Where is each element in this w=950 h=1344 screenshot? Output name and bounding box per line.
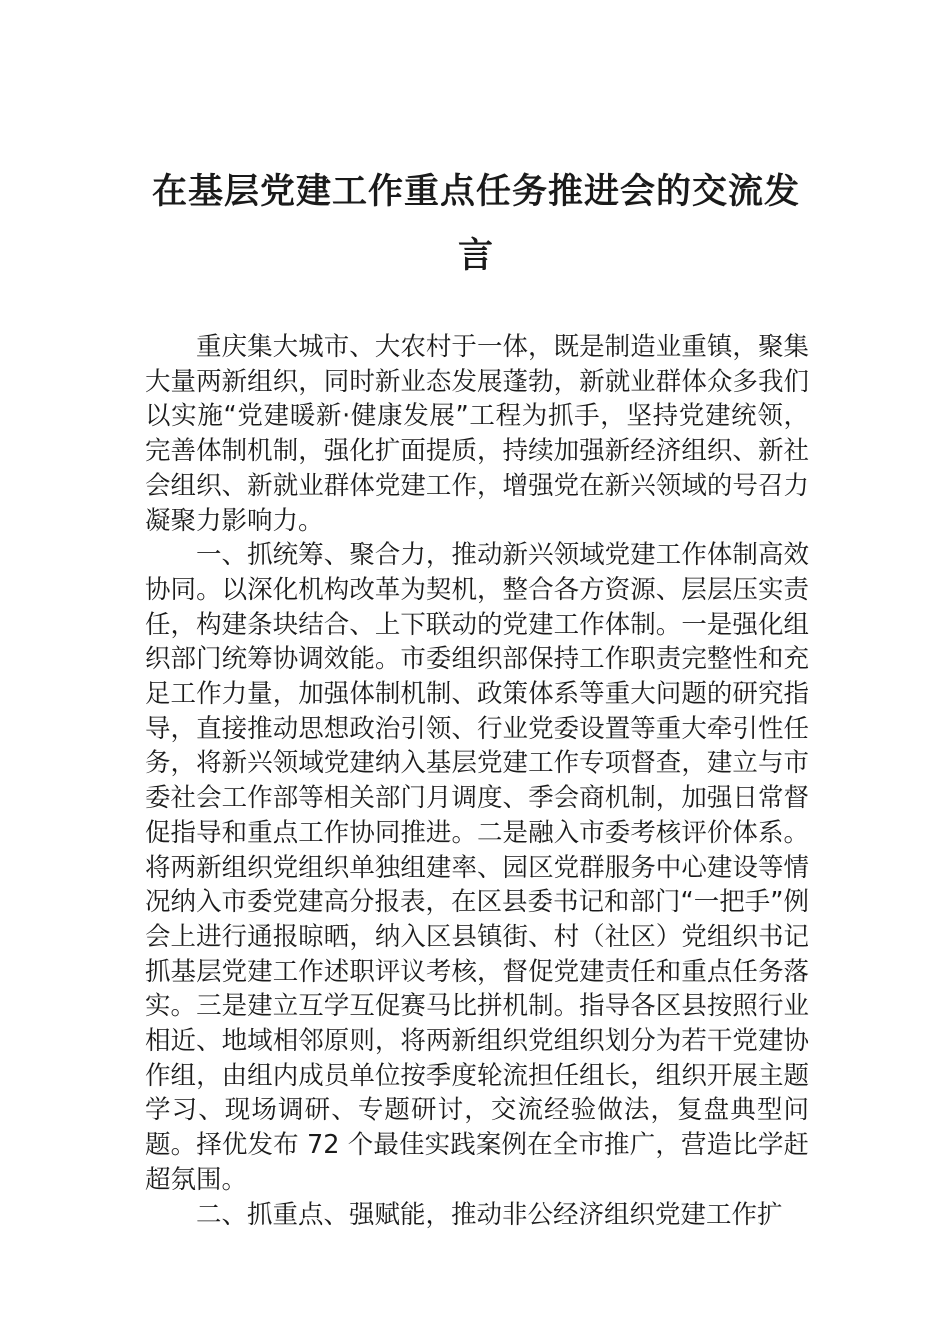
paragraph-intro: 重庆集大城市、大农村于一体，既是制造业重镇，聚集大量两新组织，同时新业态发展蓬勃，新就业群体众多我们以实施“党建暖新·健康发展”工程为抓手，坚持党建统领，完善体制机制，强化扩面提质，持续加强新经济组织、新社会组织、新就业群体党建工作，增强党在新兴领域的号召力凝聚力影响力。: [145, 332, 809, 536]
document-body: [145, 330, 809, 1232]
document-title: 在基层党建工作重点任务推进会的交流发言: [151, 172, 800, 276]
paragraph-section-one: 一、抓统筹、聚合力，推动新兴领域党建工作体制高效协同。以深化机构改革为契机，整合各方资源、层层压实责任，构建条块结合、上下联动的党建工作体制。一是强化组织部门统筹协调效能。市委组织部保持工作职责完整性和充足工作力量，加强体制机制、政策体系等重大问题的研究指导，直接推动思想政治引领、行业党委设置等重大牵引性任务，将新兴领域党建纳入基层党建工作专项督查，建立与市委社会工作部等相关部门月调度、季会商机制，加强日常督促指导和重点工作协同推进。二是融入市委考核评价体系。将两新组织党组织单独组建率、园区党群服务中心建设等情况纳入市委党建高分报表，在区县委书记和部门“一把手”例会上进行通报晾晒，纳入区县镇街、村（社区）党组织书记抓基层党建工作述职评议考核，督促党建责任和重点任务落实。三是建立互学互促赛马比拼机制。指导各区县按照行业相近、地域相邻原则，将两新组织党组织划分为若干党建协作组，由组内成员单位按季度轮流担任组长，组织开展主题学习、现场调研、专题研讨，交流经验做法，复盘典型问题。择优发布 72 个最佳实践案例在全市推广，营造比学赶超氛围。: [145, 540, 809, 1195]
paragraph-section-two: 二、抓重点、强赋能，推动非公经济组织党建工作扩: [196, 1199, 783, 1230]
